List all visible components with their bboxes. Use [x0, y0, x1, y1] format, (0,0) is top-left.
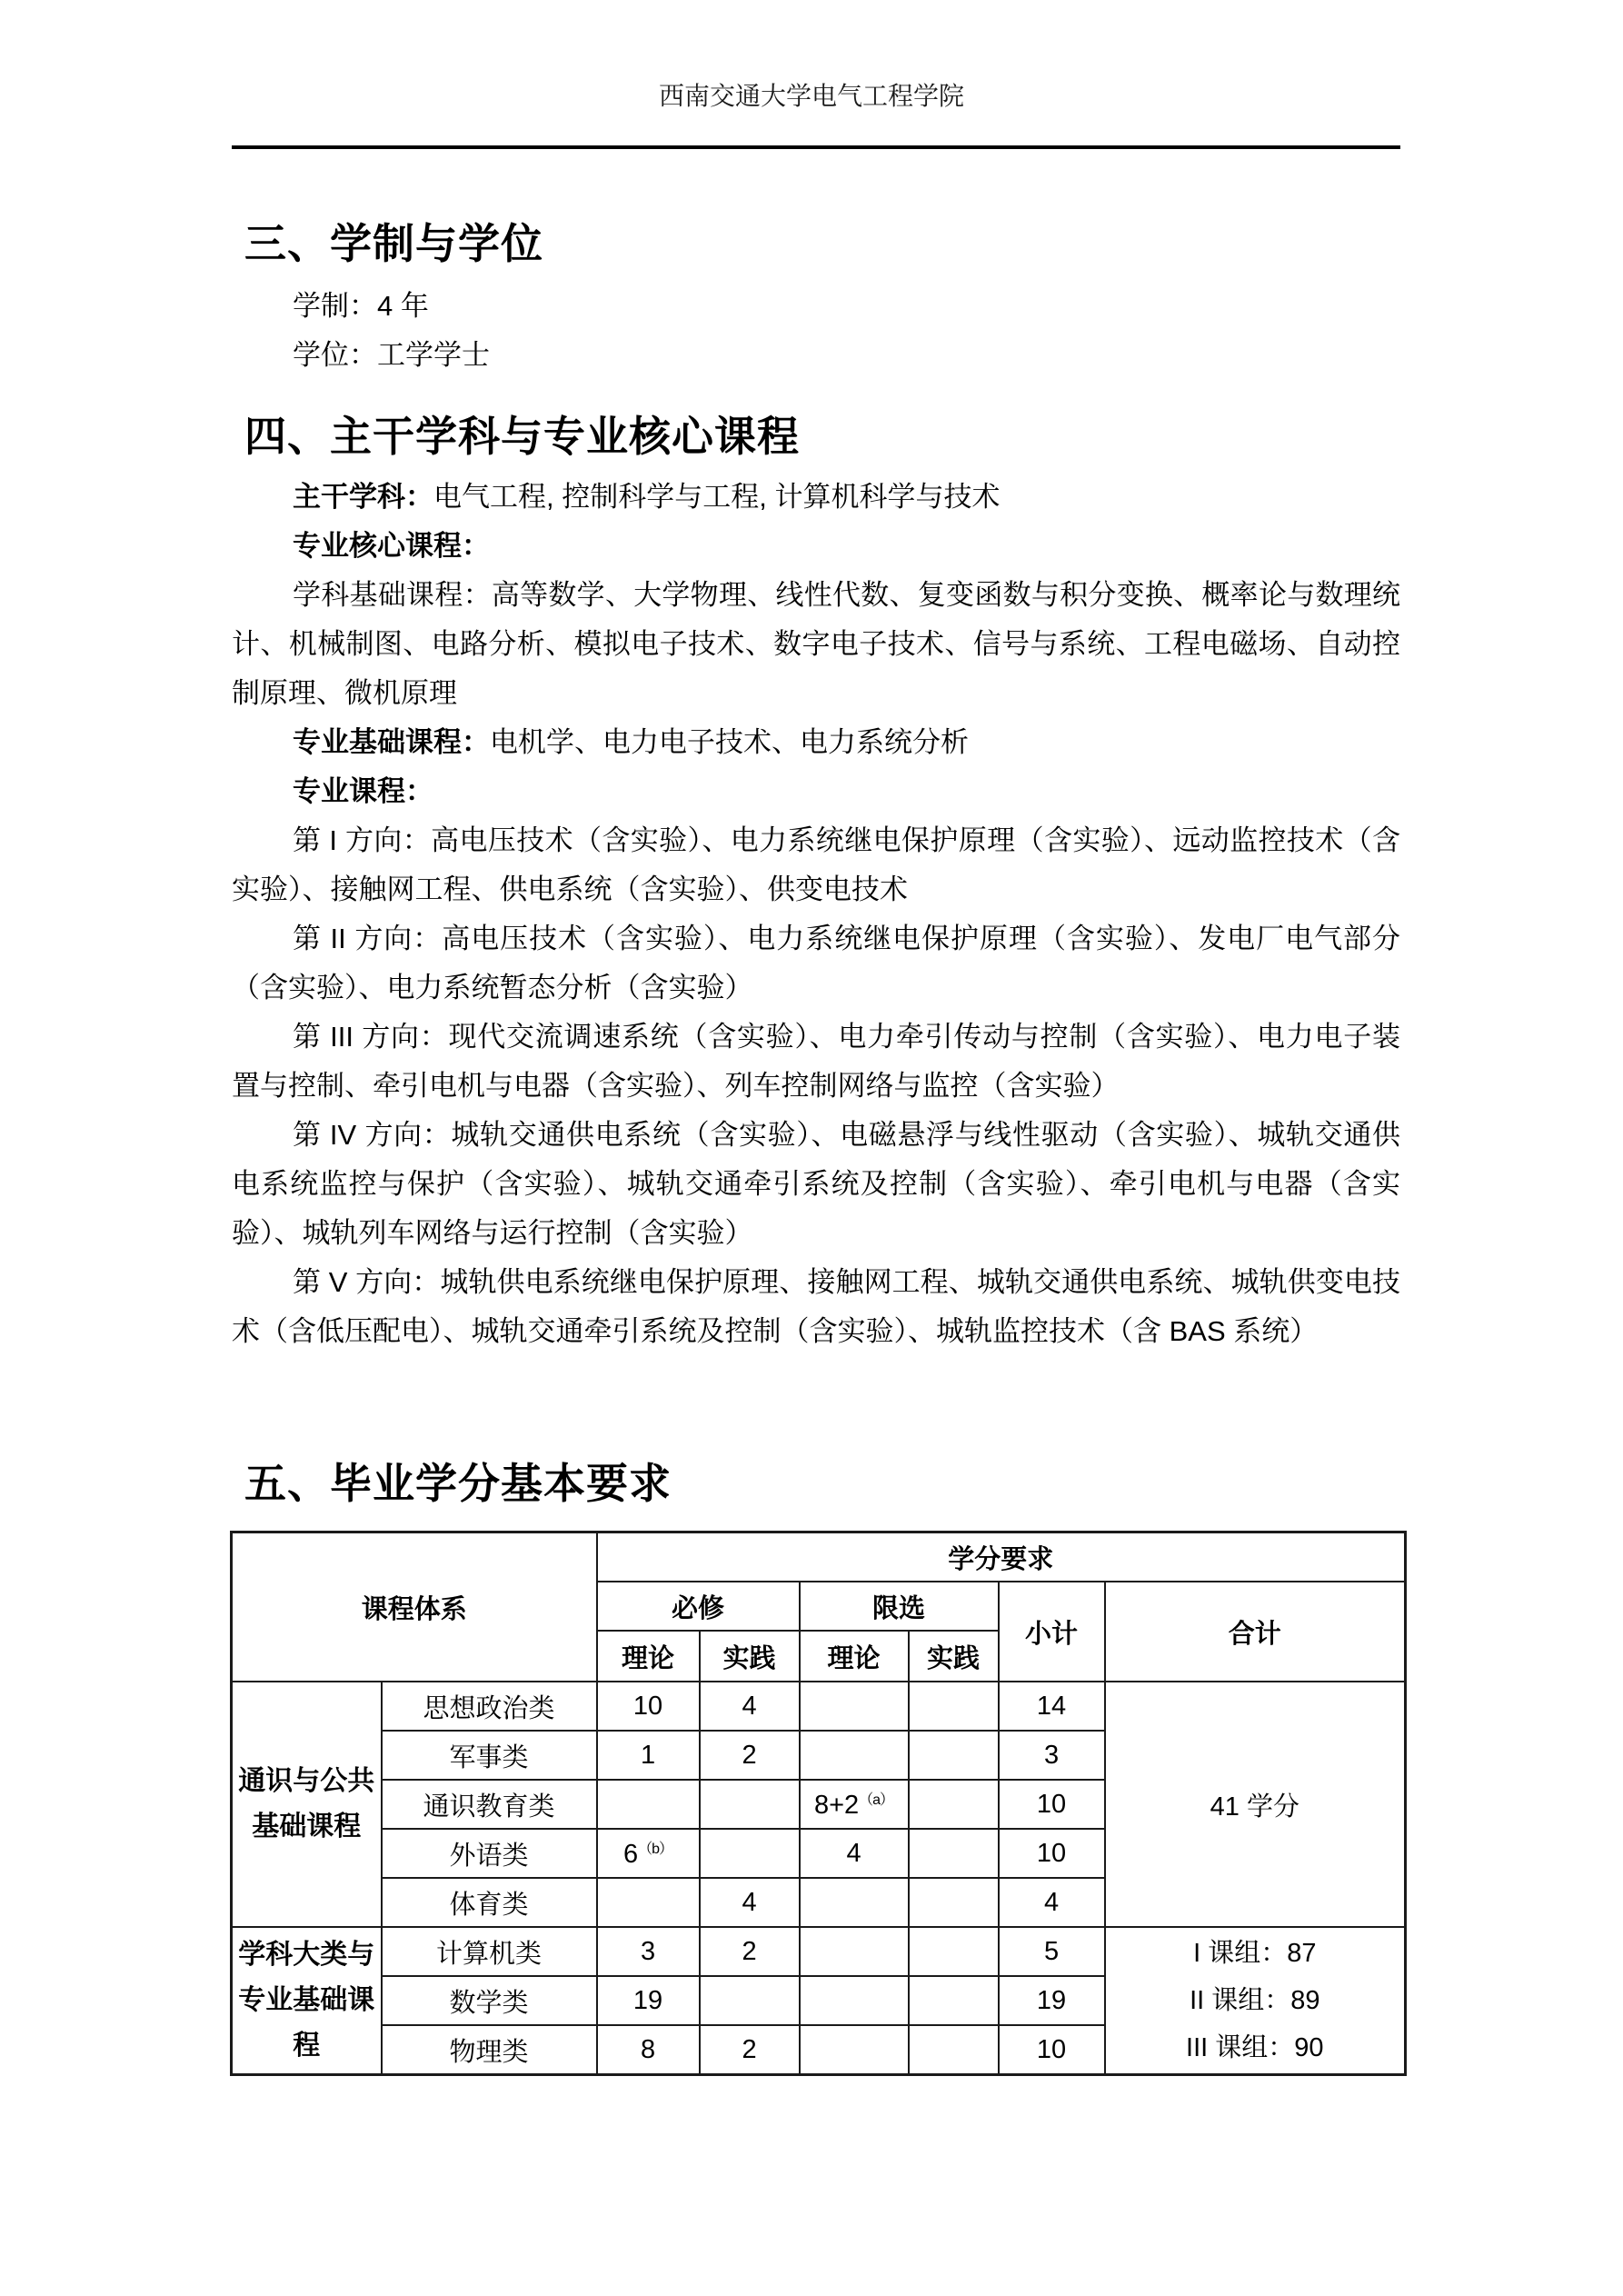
para-major-courses-heading [232, 767, 1400, 816]
req-practice-cell: 2 [700, 1731, 800, 1780]
header-required-practice: 实践 [700, 1631, 800, 1682]
header-limited-theory: 理论 [800, 1631, 909, 1682]
section-3-body [232, 282, 1400, 380]
category-cell: 军事类 [382, 1731, 597, 1780]
category-cell: 通识教育类 [382, 1780, 597, 1829]
para-lead: 专业课程： [293, 775, 433, 807]
req-practice-cell: 4 [700, 1878, 800, 1927]
para-direction-3 [232, 1013, 1400, 1111]
section-4-body [232, 473, 1400, 1356]
subtotal-cell: 10 [999, 2025, 1105, 2075]
para-major-basic-courses [232, 718, 1400, 767]
subtotal-cell: 3 [999, 1731, 1105, 1780]
para-text: 第 IV 方向：城轨交通供电系统（含实验）、电磁悬浮与线性驱动（含实验）、城轨交通供电系统监控与保护（含实验）、城轨交通牵引系统及控制（含实验）、牵引电机与电器（含实验）、城轨列车网络与运行控制（含实验） [232, 1119, 1400, 1249]
category-cell: 外语类 [382, 1829, 597, 1878]
line-degree-type: 学位：工学学士 [293, 339, 490, 371]
group-total-cell [1105, 1927, 1406, 2075]
course-group-total-3: III 课组：90 [1186, 2033, 1324, 2062]
para-core-courses-heading [232, 522, 1400, 571]
course-group-total-2: II 课组：89 [1190, 1986, 1320, 2015]
table-row-computer [232, 1927, 1406, 1976]
group-discipline-basic: 学科大类与专业基础课程 [232, 1927, 382, 2075]
lim-theory-cell [800, 2025, 909, 2075]
para-text: 电气工程, 控制科学与工程, 计算机科学与技术 [433, 481, 1001, 513]
para-text: 第 III 方向：现代交流调速系统（含实验）、电力牵引传动与控制（含实验）、电力电子装置与控制、牵引电机与电器（含实验）、列车控制网络与监控（含实验） [232, 1021, 1400, 1102]
subtotal-cell: 5 [999, 1927, 1105, 1976]
header-total: 合计 [1105, 1582, 1406, 1682]
para-text: 第 II 方向：高电压技术（含实验）、电力系统继电保护原理（含实验）、发电厂电气部分（含实验）、电力系统暂态分析（含实验） [232, 923, 1400, 1003]
para-text: 第 V 方向：城轨供电系统继电保护原理、接触网工程、城轨交通供电系统、城轨供变电技术（含低压配电）、城轨交通牵引系统及控制（含实验）、城轨监控技术（含 BAS 系统） [232, 1266, 1400, 1347]
lim-theory-cell [800, 1976, 909, 2025]
course-group-total-1: I 课组：87 [1193, 1939, 1317, 1968]
para-text: 电机学、电力电子技术、电力系统分析 [490, 726, 969, 758]
req-theory-cell [597, 1780, 700, 1829]
subtotal-cell: 19 [999, 1976, 1105, 2025]
req-practice-cell [700, 1829, 800, 1878]
page-header [0, 0, 1623, 113]
req-theory-cell: 1 [597, 1731, 700, 1780]
para-direction-1 [232, 816, 1400, 914]
table-header-row-1 [232, 1532, 1406, 1582]
req-practice-cell: 2 [700, 2025, 800, 2075]
para-lead: 主干学科： [293, 481, 433, 513]
req-practice-cell [700, 1976, 800, 2025]
page-header-title: 西南交通大学电气工程学院 [658, 83, 964, 111]
lim-practice-cell [909, 1682, 999, 1731]
section-heading-3: 三、学制与学位 [244, 220, 543, 267]
lim-practice-cell [909, 2025, 999, 2075]
header-required: 必修 [597, 1582, 800, 1631]
lim-practice-cell [909, 1731, 999, 1780]
para-direction-4 [232, 1111, 1400, 1258]
lim-practice-cell [909, 1976, 999, 2025]
para-discipline-basic-courses [232, 571, 1400, 718]
header-credit-requirement: 学分要求 [597, 1532, 1406, 1582]
header-course-system: 课程体系 [232, 1532, 597, 1682]
req-practice-cell [700, 1780, 800, 1829]
para-direction-5 [232, 1258, 1400, 1356]
header-rule [232, 145, 1400, 149]
lim-practice-cell [909, 1927, 999, 1976]
lim-theory-cell [800, 1927, 909, 1976]
subtotal-cell: 10 [999, 1829, 1105, 1878]
header-subtotal: 小计 [999, 1582, 1105, 1682]
para-text: 第 I 方向：高电压技术（含实验）、电力系统继电保护原理（含实验）、远动监控技术（含实验）、接触网工程、供电系统（含实验）、供变电技术 [232, 824, 1400, 905]
credit-value: 8+2 [813, 1791, 860, 1820]
req-theory-cell: 8 [597, 2025, 700, 2075]
section-heading-5: 五、毕业学分基本要求 [244, 1460, 672, 1507]
req-theory-cell [597, 1829, 700, 1878]
req-practice-cell: 4 [700, 1682, 800, 1731]
table-row-ideology [232, 1682, 1406, 1731]
subtotal-cell: 14 [999, 1682, 1105, 1731]
req-theory-cell: 10 [597, 1682, 700, 1731]
subtotal-cell: 4 [999, 1878, 1105, 1927]
subtotal-cell: 10 [999, 1780, 1105, 1829]
credit-value: 6 [622, 1840, 639, 1869]
para-lead: 专业核心课程： [293, 530, 490, 562]
header-limited: 限选 [800, 1582, 999, 1631]
category-cell: 物理类 [382, 2025, 597, 2075]
req-theory-cell: 19 [597, 1976, 700, 2025]
credit-requirements-table [230, 1531, 1407, 2076]
lim-theory-cell [800, 1878, 909, 1927]
footnote-marker-b: （b） [638, 1842, 673, 1857]
lim-theory-cell [800, 1682, 909, 1731]
req-theory-cell: 3 [597, 1927, 700, 1976]
lim-practice-cell [909, 1780, 999, 1829]
category-cell: 思想政治类 [382, 1682, 597, 1731]
para-major-disciplines [232, 473, 1400, 522]
lim-practice-cell [909, 1878, 999, 1927]
lim-theory-cell: 4 [800, 1829, 909, 1878]
lim-theory-cell [800, 1731, 909, 1780]
para-direction-2 [232, 914, 1400, 1013]
line-degree-duration: 学制：4 年 [293, 290, 429, 322]
category-cell: 体育类 [382, 1878, 597, 1927]
lim-practice-cell [909, 1829, 999, 1878]
group-total-cell: 41 学分 [1105, 1682, 1406, 1927]
req-practice-cell: 2 [700, 1927, 800, 1976]
lim-theory-cell [800, 1780, 909, 1829]
para-lead: 专业基础课程： [293, 726, 490, 758]
footnote-marker-a: （a） [859, 1792, 894, 1808]
header-limited-practice: 实践 [909, 1631, 999, 1682]
header-required-theory: 理论 [597, 1631, 700, 1682]
category-cell: 数学类 [382, 1976, 597, 2025]
section-heading-4: 四、主干学科与专业核心课程 [244, 413, 800, 460]
category-cell: 计算机类 [382, 1927, 597, 1976]
group-general-basic: 通识与公共基础课程 [232, 1682, 382, 1927]
para-text: 学科基础课程：高等数学、大学物理、线性代数、复变函数与积分变换、概率论与数理统计、机械制图、电路分析、模拟电子技术、数字电子技术、信号与系统、工程电磁场、自动控制原理、微机原理 [232, 579, 1400, 709]
req-theory-cell [597, 1878, 700, 1927]
